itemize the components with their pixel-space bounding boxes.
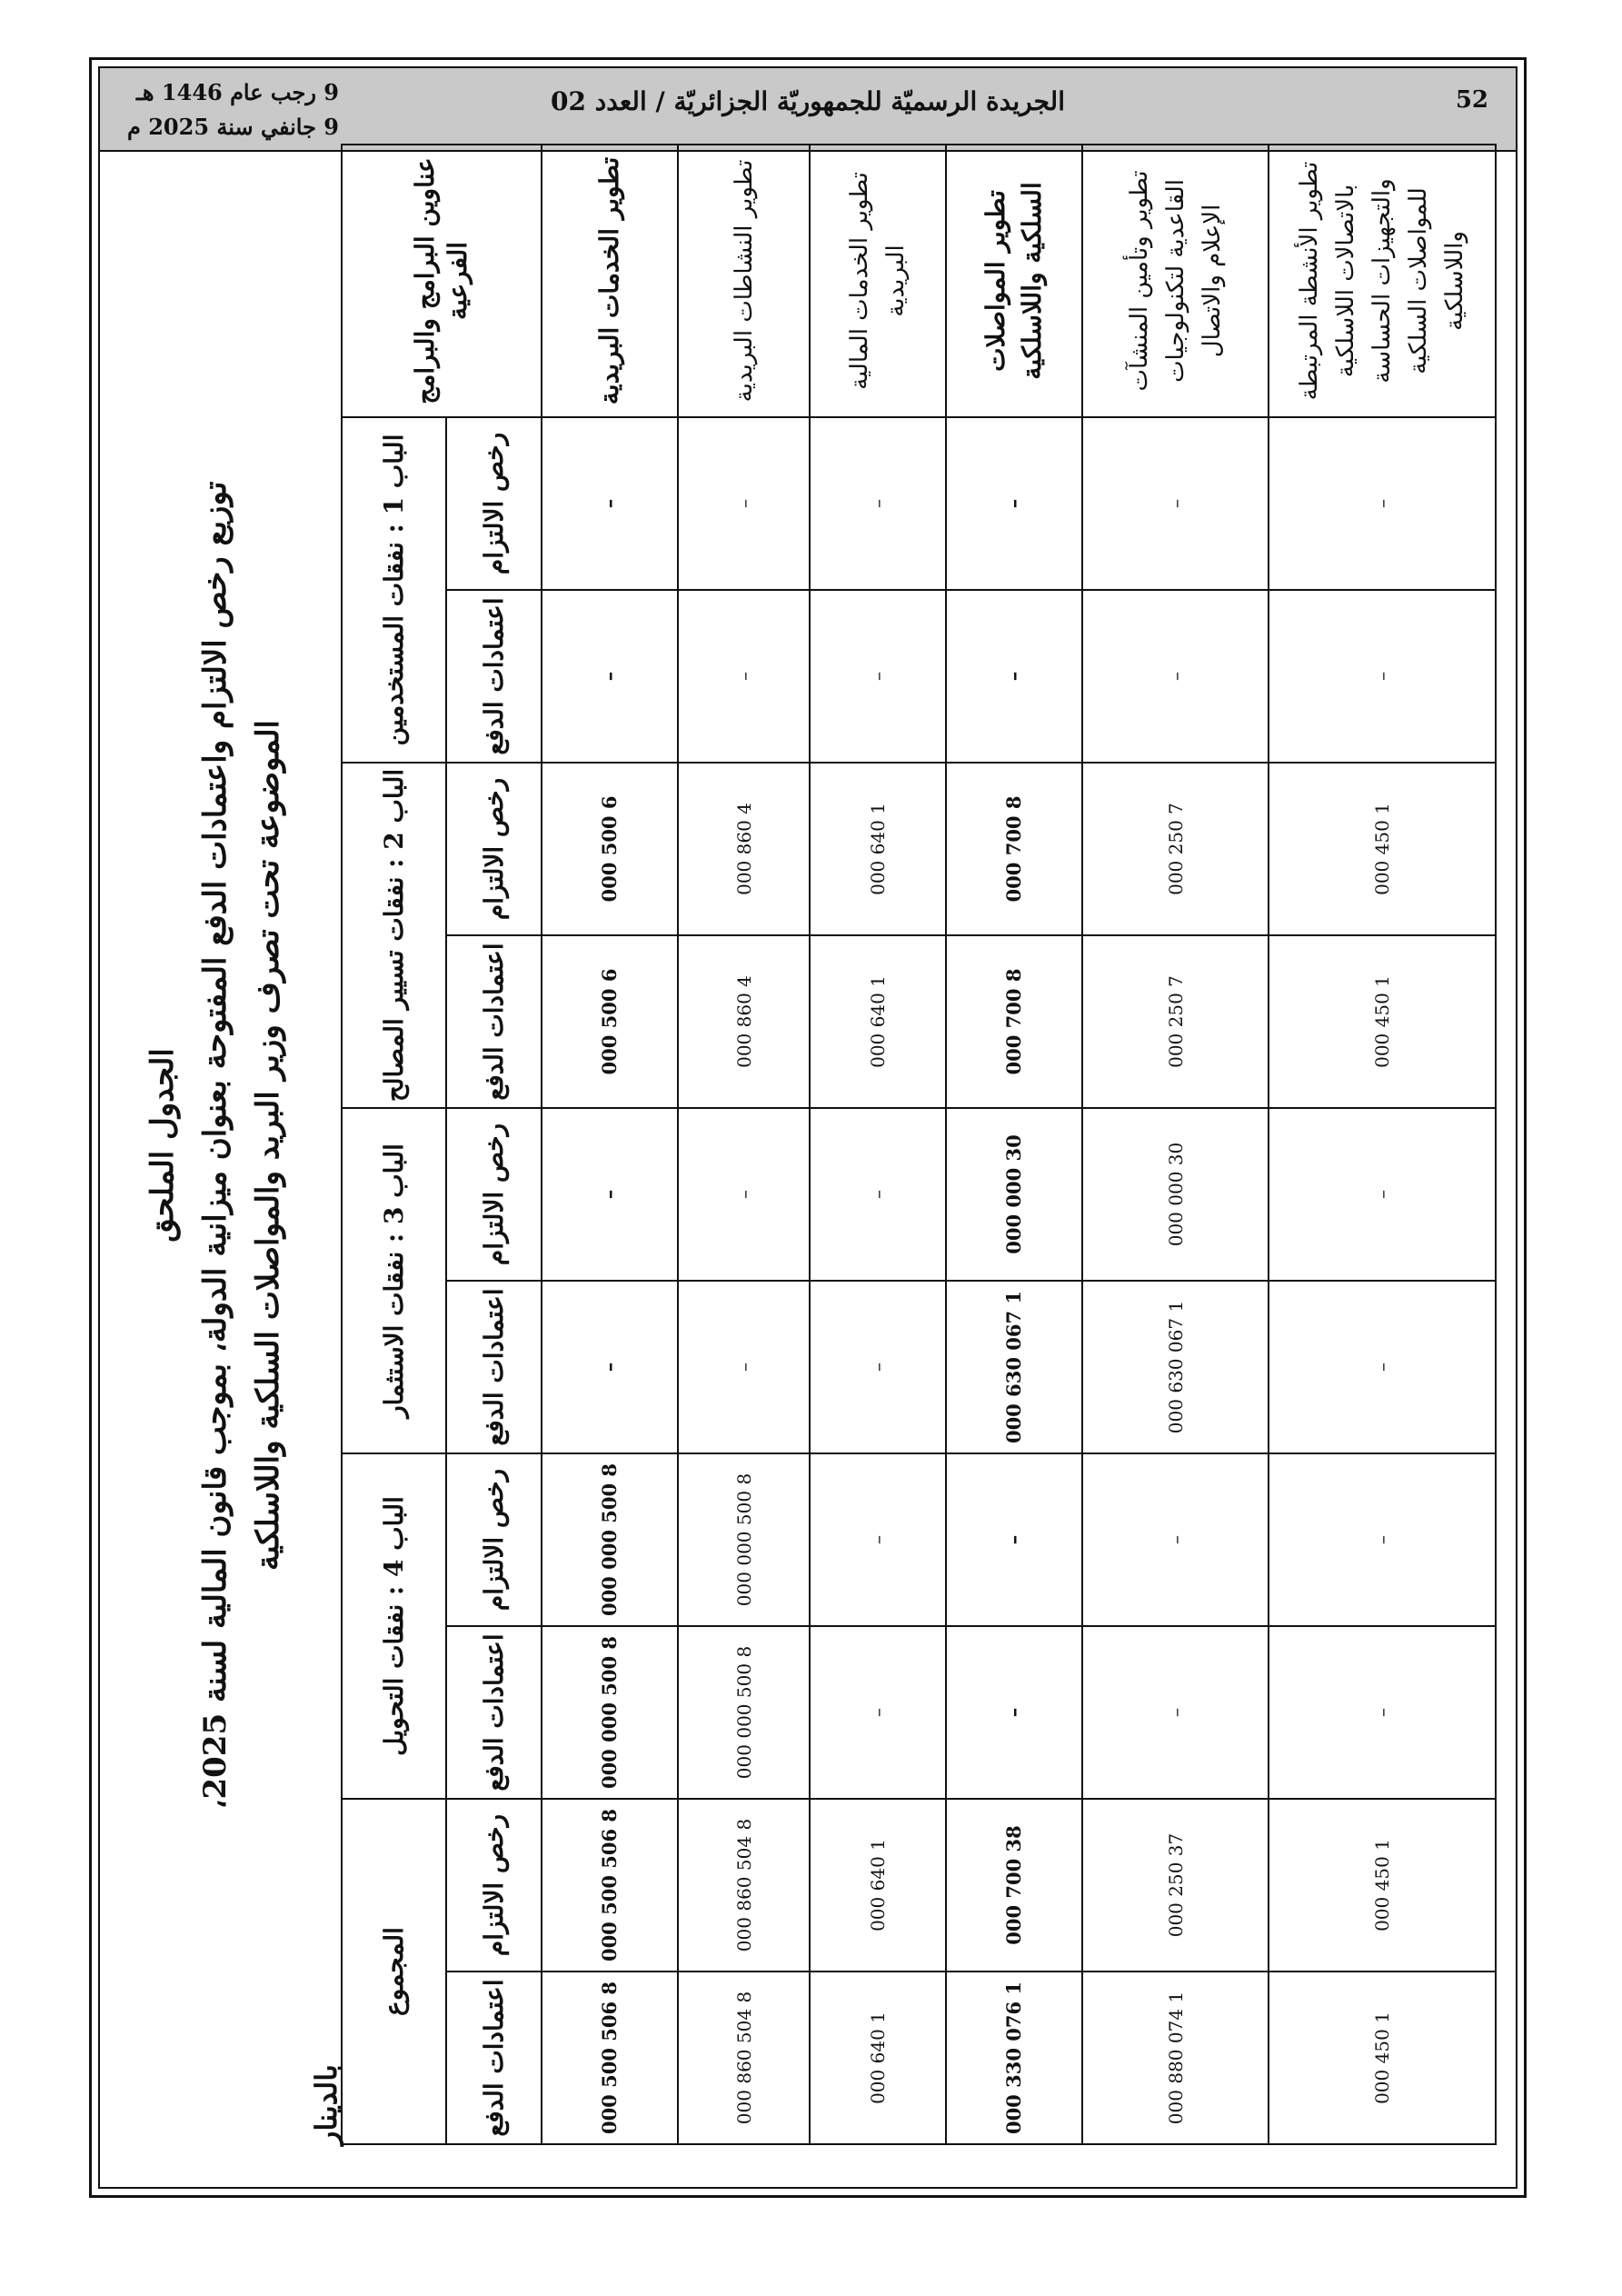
- cell: –: [946, 1626, 1082, 1799]
- cell: 1 074 880 000: [1082, 1972, 1269, 2144]
- gazette-title: الجريدة الرسميّة للجمهوريّة الجزائريّة / العدد 02: [551, 86, 1065, 116]
- cell: –: [810, 1108, 946, 1281]
- header-payment: اعتمادات الدفع: [446, 1281, 542, 1453]
- header-total: المجموع: [342, 1799, 446, 2144]
- cell: 30 000 000: [1082, 1108, 1269, 1281]
- cell: –: [678, 1281, 810, 1453]
- cell: –: [1082, 590, 1269, 763]
- cell: –: [542, 1281, 678, 1453]
- header-title-3: الباب 3 : نفقات الاستثمار: [342, 1108, 446, 1453]
- cell: 1 640 000: [810, 1799, 946, 1972]
- cell: –: [946, 1453, 1082, 1626]
- caption-line-3: الموضوعة تحت تصرف وزير البريد والمواصلات السلكية واللاسلكية: [250, 720, 286, 1572]
- date-gregorian: 9 جانفي سنة 2025 م: [127, 114, 339, 140]
- cell: –: [810, 590, 946, 763]
- cell: –: [810, 417, 946, 590]
- cell: –: [542, 590, 678, 763]
- cell: –: [1269, 1626, 1496, 1799]
- cell: 1 076 330 000: [946, 1972, 1082, 2144]
- cell: 38 700 000: [946, 1799, 1082, 1972]
- cell: 8 500 000 000: [678, 1626, 810, 1799]
- page-number: 52: [1455, 86, 1488, 114]
- program-name: تطوير الأنشطة المرتبطة بالاتصالات اللاسلكية والتجهيزات الحساسة للمواصلات السلكية واللاسلكية: [1269, 145, 1496, 417]
- program-name: تطوير الخدمات المالية البريدية: [810, 145, 946, 417]
- cell: –: [1269, 417, 1496, 590]
- allocation-table: [341, 144, 1497, 2145]
- program-name: تطوير المواصلات السلكية واللاسلكية: [946, 145, 1082, 417]
- cell: 8 500 000 000: [678, 1453, 810, 1626]
- caption-title: الجدول الملحق: [144, 1048, 181, 1243]
- header-commitment: رخص الالتزام: [446, 1108, 542, 1281]
- cell: 8 700 000: [946, 935, 1082, 1108]
- table-row: [542, 145, 678, 2144]
- cell: 1 640 000: [810, 1972, 946, 2144]
- program-name: تطوير النشاطات البريدية: [678, 145, 810, 417]
- cell: 6 500 000: [542, 763, 678, 935]
- header-payment: اعتمادات الدفع: [446, 1626, 542, 1799]
- cell: –: [678, 1108, 810, 1281]
- cell: –: [946, 417, 1082, 590]
- header-payment: اعتمادات الدفع: [446, 1972, 542, 2144]
- currency-unit: بالدينار: [309, 2064, 343, 2145]
- header-commitment: رخص الالتزام: [446, 763, 542, 935]
- cell: 6 500 000: [542, 935, 678, 1108]
- cell: 8 500 000 000: [542, 1453, 678, 1626]
- cell: 1 067 630 000: [1082, 1281, 1269, 1453]
- header-payment: اعتمادات الدفع: [446, 590, 542, 763]
- cell: 8 506 500 000: [542, 1972, 678, 2144]
- cell: –: [678, 590, 810, 763]
- header-title-2: الباب 2 : نفقات تسيير المصالح: [342, 763, 446, 1108]
- caption-line-2: توزيع رخص الالتزام واعتمادات الدفع المفتوحة بعنوان ميزانية الدولة، بموجب قانون المالية لسنة 2025،: [197, 481, 234, 1810]
- cell: 7 250 000: [1082, 763, 1269, 935]
- cell: 8 504 860 000: [678, 1799, 810, 1972]
- header-program-titles: عناوين البرامج والبرامج الفرعية: [342, 145, 542, 417]
- cell: –: [1082, 417, 1269, 590]
- program-name: تطوير وتأمين المنشآت القاعدية لتكنولوجيات الإعلام والاتصال: [1082, 145, 1269, 417]
- cell: 1 450 000: [1269, 763, 1496, 935]
- table-row: [810, 145, 946, 2144]
- header-commitment: رخص الالتزام: [446, 1453, 542, 1626]
- cell: 1 640 000: [810, 935, 946, 1108]
- cell: 7 250 000: [1082, 935, 1269, 1108]
- date-hijri: 9 رجب عام 1446 هـ: [135, 79, 339, 105]
- program-name: تطوير الخدمات البريدية: [542, 145, 678, 417]
- table-row: [1269, 145, 1496, 2144]
- cell: –: [1269, 1453, 1496, 1626]
- header-title-4: الباب 4 : نفقات التحويل: [342, 1453, 446, 1799]
- header-title-1: الباب 1 : نفقات المستخدمين: [342, 417, 446, 763]
- cell: 30 000 000: [946, 1108, 1082, 1281]
- cell: –: [810, 1281, 946, 1453]
- cell: 1 450 000: [1269, 935, 1496, 1108]
- rotated-annex: [136, 109, 1468, 2181]
- cell: 8 500 000 000: [542, 1626, 678, 1799]
- table-row: [946, 145, 1082, 2144]
- cell: –: [1082, 1453, 1269, 1626]
- cell: 1 640 000: [810, 763, 946, 935]
- header-payment: اعتمادات الدفع: [446, 935, 542, 1108]
- cell: 1 067 630 000: [946, 1281, 1082, 1453]
- cell: 8 700 000: [946, 763, 1082, 935]
- cell: –: [678, 417, 810, 590]
- cell: 4 860 000: [678, 763, 810, 935]
- cell: –: [1269, 590, 1496, 763]
- cell: –: [946, 590, 1082, 763]
- cell: –: [542, 1108, 678, 1281]
- cell: 37 250 000: [1082, 1799, 1269, 1972]
- cell: 4 860 000: [678, 935, 810, 1108]
- annex-caption: [136, 109, 294, 2181]
- header-commitment: رخص الالتزام: [446, 1799, 542, 1972]
- cell: –: [1269, 1108, 1496, 1281]
- cell: –: [810, 1453, 946, 1626]
- table-row: [678, 145, 810, 2144]
- header-commitment: رخص الالتزام: [446, 417, 542, 590]
- cell: 1 450 000: [1269, 1799, 1496, 1972]
- cell: –: [1269, 1281, 1496, 1453]
- cell: –: [810, 1626, 946, 1799]
- cell: 8 506 500 000: [542, 1799, 678, 1972]
- cell: –: [1082, 1626, 1269, 1799]
- cell: 1 450 000: [1269, 1972, 1496, 2144]
- table-row: [1082, 145, 1269, 2144]
- cell: –: [542, 417, 678, 590]
- cell: 8 504 860 000: [678, 1972, 810, 2144]
